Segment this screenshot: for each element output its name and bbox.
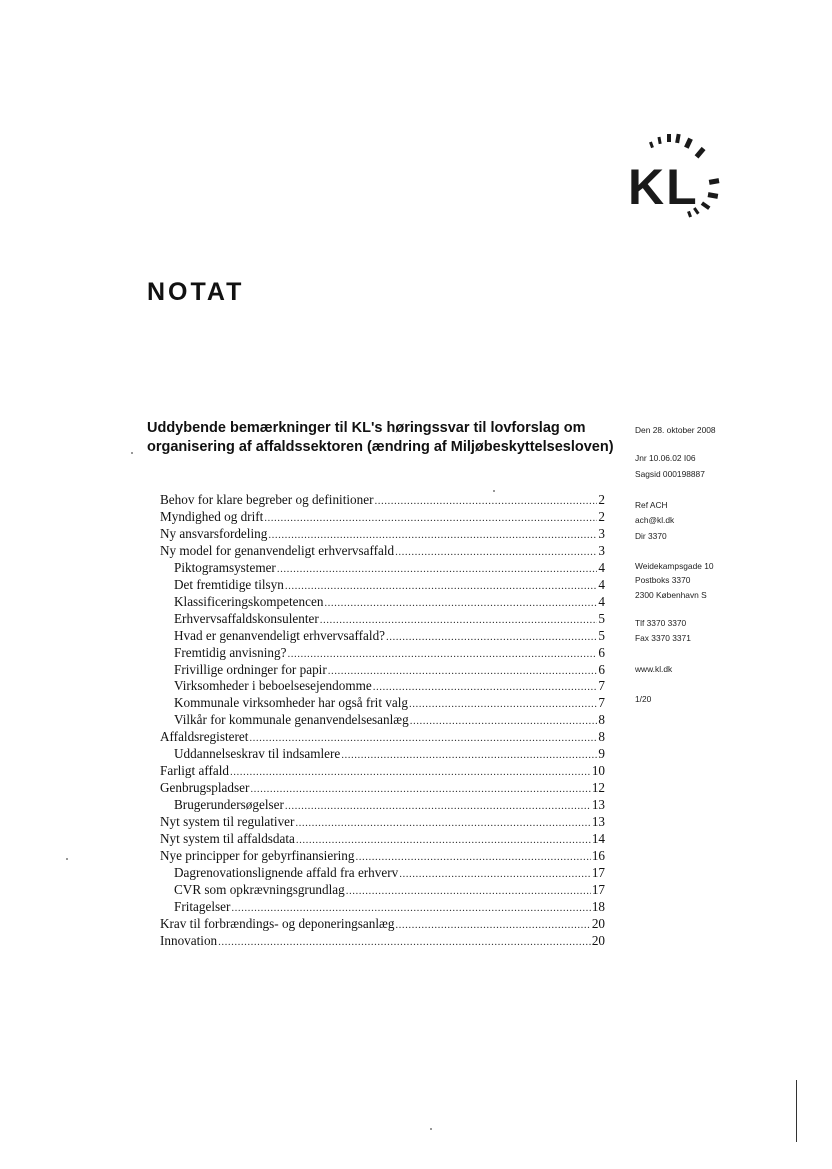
toc-entry (160, 831, 605, 848)
toc-entry (160, 526, 605, 543)
toc-entry-title: Virksomheder i beboelsesejendomme (174, 678, 372, 694)
toc-entry-title: Piktogramsystemer (174, 559, 276, 575)
toc-entry-title: Hvad er genanvendeligt erhvervsaffald? (174, 627, 386, 643)
toc-entry (160, 916, 605, 933)
toc-entry-title: Nyt system til affaldsdata (160, 831, 295, 846)
toc-entry (160, 543, 605, 560)
toc-entry-title: Ny ansvarsfordeling (160, 525, 268, 541)
toc-entry-page: 4 (598, 559, 605, 575)
toc-entry-title: Myndighed og drift (160, 508, 264, 524)
toc-entry-title: Det fremtidige tilsyn (174, 576, 284, 592)
toc-dot-leader (295, 817, 590, 829)
toc-entry-page: 3 (598, 525, 605, 541)
toc-entry (160, 933, 605, 950)
kl-logo (616, 120, 736, 230)
toc-entry-title: Innovation (160, 932, 218, 948)
toc-entry-title: Klassificeringskompetencen (174, 593, 324, 609)
toc-dot-leader (341, 749, 597, 761)
toc-entry (174, 695, 605, 712)
sidebar-phone: Tlf 3370 3370 (635, 618, 687, 628)
toc-entry-page: 18 (591, 898, 605, 914)
scan-speck (430, 1128, 432, 1130)
toc-entry (174, 746, 605, 763)
toc-entry-title: Behov for klare begreber og definitioner (160, 492, 374, 507)
toc-entry-page: 20 (591, 915, 605, 931)
toc-dot-leader (386, 631, 597, 643)
sidebar-website: www.kl.dk (635, 664, 673, 674)
toc-dot-leader (250, 783, 590, 795)
toc-entry-page: 6 (598, 644, 605, 660)
scan-speck (131, 452, 133, 454)
heading-line-2: organisering af affaldssektoren (ændring af Miljøbeskyttelsesloven) (147, 439, 614, 455)
toc-entry-page: 4 (598, 576, 605, 592)
toc-entry (160, 492, 605, 509)
logo-text: KL (628, 159, 699, 215)
toc-entry-title: Erhvervsaffaldskonsulenter (174, 610, 319, 626)
toc-dot-leader (264, 512, 597, 524)
toc-entry-title: Genbrugspladser (160, 780, 250, 796)
toc-dot-leader (230, 766, 591, 778)
toc-entry-page: 3 (598, 542, 605, 558)
toc-dot-leader (285, 580, 598, 592)
toc-dot-leader (231, 902, 590, 914)
toc-entry-page: 6 (598, 661, 605, 677)
toc-entry (160, 509, 605, 526)
sidebar-email: ach@kl.dk (635, 515, 675, 525)
toc-entry-page: 8 (598, 712, 605, 728)
toc-entry-title: Farligt affald (160, 763, 229, 779)
toc-entry (174, 628, 605, 645)
toc-dot-leader (328, 665, 598, 677)
toc-entry (174, 678, 605, 695)
toc-entry-page: 13 (591, 814, 605, 830)
toc-entry (160, 780, 605, 797)
toc-entry-title: Frivillige ordninger for papir (174, 661, 327, 677)
toc-entry (174, 611, 605, 628)
sidebar-ref: Ref ACH (635, 500, 668, 510)
toc-dot-leader (268, 529, 597, 541)
toc-entry-page: 9 (598, 746, 605, 762)
toc-entry (160, 729, 605, 746)
toc-entry-title: Nyt system til regulativer (160, 814, 295, 830)
sidebar-date: Den 28. oktober 2008 (635, 425, 716, 435)
toc-entry (174, 560, 605, 577)
toc-entry-title: Vilkår for kommunale genanvendelsesanlæg (174, 712, 409, 728)
toc-entry-page: 12 (591, 780, 605, 796)
toc-entry (174, 645, 605, 662)
toc-dot-leader (324, 597, 597, 609)
sidebar-postbox: Postboks 3370 (635, 575, 691, 585)
heading-line-1: Uddybende bemærkninger til KL's høringssvar til lovforslag om (147, 420, 586, 436)
toc-entry-page: 4 (598, 593, 605, 609)
toc-dot-leader (277, 563, 598, 575)
toc-entry-page: 16 (591, 847, 605, 863)
toc-entry (160, 814, 605, 831)
toc-entry (174, 712, 605, 729)
toc-entry-page: 17 (591, 881, 605, 897)
toc-entry-title: CVR som opkrævningsgrundlag (174, 881, 345, 897)
toc-dot-leader (296, 834, 591, 846)
toc-entry-title: Brugerundersøgelser (174, 797, 284, 813)
toc-dot-leader (395, 546, 597, 558)
toc-entry (174, 577, 605, 594)
toc-entry-page: 5 (598, 627, 605, 643)
toc-entry-title: Fremtidig anvisning? (174, 644, 287, 660)
sidebar-dir: Dir 3370 (635, 531, 667, 541)
sidebar-street: Weidekampsgade 10 (635, 561, 714, 571)
toc-entry-title: Kommunale virksomheder har også frit valg (174, 695, 409, 711)
toc-entry (174, 882, 605, 899)
scan-speck (493, 490, 495, 492)
toc-dot-leader (374, 495, 597, 507)
toc-entry (160, 848, 605, 865)
scan-margin-line (796, 1080, 797, 1142)
toc-entry-page: 2 (598, 492, 605, 507)
toc-entry-page: 8 (598, 729, 605, 745)
toc-entry-title: Uddannelseskrav til indsamlere (174, 746, 341, 762)
toc-dot-leader (399, 868, 591, 880)
sidebar-city: 2300 København S (635, 590, 707, 600)
toc-entry (174, 594, 605, 611)
toc-dot-leader (287, 648, 597, 660)
toc-entry (174, 797, 605, 814)
toc-dot-leader (249, 732, 597, 744)
toc-entry-page: 2 (598, 508, 605, 524)
toc-entry-title: Ny model for genanvendeligt erhvervsaffald (160, 542, 395, 558)
document-heading (147, 419, 617, 457)
toc-dot-leader (320, 614, 598, 626)
document-type-title: NOTAT (147, 278, 245, 306)
toc-dot-leader (355, 851, 590, 863)
toc-entry-page: 13 (591, 797, 605, 813)
toc-dot-leader (410, 715, 598, 727)
toc-entry (174, 865, 605, 882)
sidebar-jnr: Jnr 10.06.02 I06 (635, 453, 696, 463)
sidebar-page-count: 1/20 (635, 694, 652, 704)
toc-entry-title: Krav til forbrændings- og deponeringsanlæg (160, 915, 395, 931)
toc-entry-page: 20 (591, 932, 605, 948)
toc-entry (174, 899, 605, 916)
sidebar-sagsid: Sagsid 000198887 (635, 469, 705, 479)
toc-entry-title: Fritagelser (174, 898, 231, 914)
toc-dot-leader (395, 919, 590, 931)
toc-entry (160, 763, 605, 780)
toc-dot-leader (346, 885, 591, 897)
scan-speck (66, 858, 68, 860)
toc-entry (174, 662, 605, 679)
toc-entry-page: 7 (598, 678, 605, 694)
toc-entry-page: 17 (591, 864, 605, 880)
toc-entry-page: 14 (591, 831, 605, 846)
toc-dot-leader (373, 681, 598, 693)
toc-entry-page: 10 (591, 763, 605, 779)
toc-dot-leader (218, 936, 591, 948)
toc-entry-page: 5 (598, 610, 605, 626)
toc-entry-title: Dagrenovationslignende affald fra erhverv (174, 864, 399, 880)
toc-entry-title: Affaldsregisteret (160, 729, 249, 745)
toc-entry-page: 7 (598, 695, 605, 711)
toc-dot-leader (285, 800, 591, 812)
toc-dot-leader (409, 698, 597, 710)
sidebar-fax: Fax 3370 3371 (635, 633, 691, 643)
toc-entry-title: Nye principper for gebyrfinansiering (160, 847, 355, 863)
